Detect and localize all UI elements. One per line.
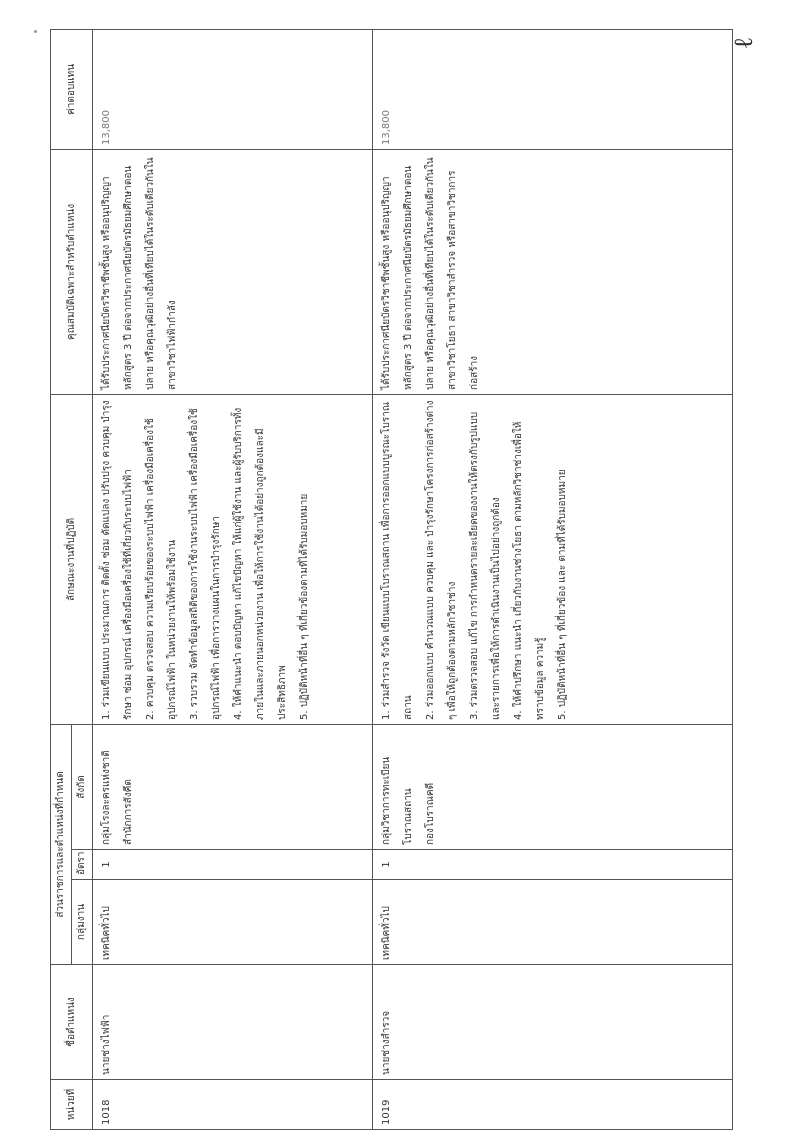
cell-job-group: เทคนิคทั่วไป [93,880,373,965]
cell-position-name: นายช่างสำรวจ [373,965,733,1080]
cell-duties [373,394,733,724]
cell-unit-no: 1019 [373,1080,733,1130]
cell-pay: 13,800 [373,29,733,149]
cell-rate: 1 [93,850,373,880]
rotated-table-sheet [50,30,750,1130]
cell-job-group: เทคนิคทั่วไป [373,880,733,965]
cell-position-name: นายช่างไฟฟ้า [93,965,373,1080]
header-qualification: คุณสมบัติเฉพาะสำหรับตำแหน่ง [51,149,93,394]
duty-item: 3. ร่วมตรวจสอบ แก้ไข การกำหนดรายละเอียดของงานให้ตรงกับรูปแบบและรายการเพื่อให้การดำเนินงานเป็นไปอย่างถูกต้อง [469,411,502,720]
affiliation-line: สำนักการสังคีต [123,779,134,845]
header-job-group: กลุ่มงาน [72,880,93,965]
duty-item: 5. ปฏิบัติหน้าที่อื่น ๆ ที่เกี่ยวข้องตามที่ได้รับมอบหมาย [299,493,310,720]
duty-item: 1. ร่วมเขียนแบบ ประมาณการ ติดตั้ง ซ่อม ดัดแปลง ปรับปรุง ควบคุม บำรุงรักษา ซ่อม อุปกรณ์ เครื่องมือเครื่องใช้ที่เกี่ยวกับระบบไฟฟ้า [101,400,134,720]
cell-qualification: ได้รับประกาศนียบัตรวิชาชีพชั้นสูง หรืออนุปริญญาหลักสูตร 3 ปี ต่อจากประกาศนียบัตรมัธยมศึกษาตอนปลาย หรือคุณวุฒิอย่างอื่นที่เทียบได้ในระดับเดียวกันในสาขาวิชาโยธา สาขาวิชาสำรวจ หรือสาขาวิชาการก่อสร้าง [373,149,733,394]
cell-duties [93,394,373,724]
duty-item: 3. รวบรวม จัดทำข้อมูลสถิติของการใช้งานระบบไฟฟ้า เครื่องมือเครื่องใช้ อุปกรณ์ไฟฟ้า เพื่อการวางแผนในการบำรุงรักษา [189,408,222,720]
position-table [50,29,733,1130]
header-pay: ค่าตอบแทน [51,29,93,149]
duty-item: 2. ควบคุม ตรวจสอบ ความเรียบร้อยของระบบไฟฟ้า เครื่องมือเครื่องใช้อุปกรณ์ไฟฟ้า ในหน่วยงานให้พร้อมใช้งาน [145,418,178,720]
header-position-name: ชื่อตำแหน่ง [51,965,93,1080]
cell-pay: 13,800 [93,29,373,149]
cell-qualification: ได้รับประกาศนียบัตรวิชาชีพชั้นสูง หรืออนุปริญญาหลักสูตร 3 ปี ต่อจากประกาศนียบัตรมัธยมศึกษาตอนปลาย หรือคุณวุฒิอย่างอื่นที่เทียบได้ในระดับเดียวกันในสาขาวิชาไฟฟ้ากำลัง [93,149,373,394]
cell-affiliation [373,724,733,849]
affiliation-line: กลุ่มวิชาการทะเบียน [381,756,392,845]
handwritten-initial-signature: ℓ [729,36,760,50]
header-rate: อัตรา [72,850,93,880]
table-row [373,29,733,1129]
cell-unit-no: 1018 [93,1080,373,1130]
affiliation-line: กลุ่มโรงละครแห่งชาติ [101,750,112,845]
duty-item: 1. ร่วมสำรวจ รังวัด เขียนแบบโบราณสถาน เพื่อการออกแบบบูรณะโบราณสถาน [381,401,414,720]
cell-rate: 1 [373,850,733,880]
duty-item: 5. ปฏิบัติหน้าที่อื่น ๆ ที่เกี่ยวข้อง และ ตามที่ได้รับมอบหมาย [557,469,568,720]
affiliation-line: โบราณสถาน [403,788,414,845]
header-affiliation: สังกัด [72,724,93,849]
duty-item: 4. ให้คำปรึกษา แนะนำ เกี่ยวกับงานช่างโยธา ตามหลักวิชาช่างเพื่อให้ทราบข้อมูล ความรู้ [513,421,546,720]
cell-affiliation [93,724,373,849]
duty-item: 2. ร่วมออกแบบ คำนวณแบบ ควบคุม และ บำรุงรักษาโครงการก่อสร้างต่าง ๆ เพื่อให้ถูกต้องตามหลักวิชาช่าง [425,400,458,720]
affiliation-line: กองโบราณคดี [425,782,436,845]
header-group-title: ส่วนราชการและตำแหน่งที่กำหนด [51,724,72,964]
scan-speck [34,30,37,33]
table-row [93,29,373,1129]
header-unit-no: หน่วยที่ [51,1080,93,1130]
duty-item: 4. ให้คำแนะนำ ตอบปัญหา แก้ไขปัญหา ให้แก่ผู้ใช้งาน และผู้รับบริการทั้งภายในและภายนอกหน่วยงาน เพื่อให้การใช้งานได้อย่างถูกต้องและมีประสิทธิภาพ [233,407,288,720]
header-duties: ลักษณะงานที่ปฏิบัติ [51,394,93,724]
